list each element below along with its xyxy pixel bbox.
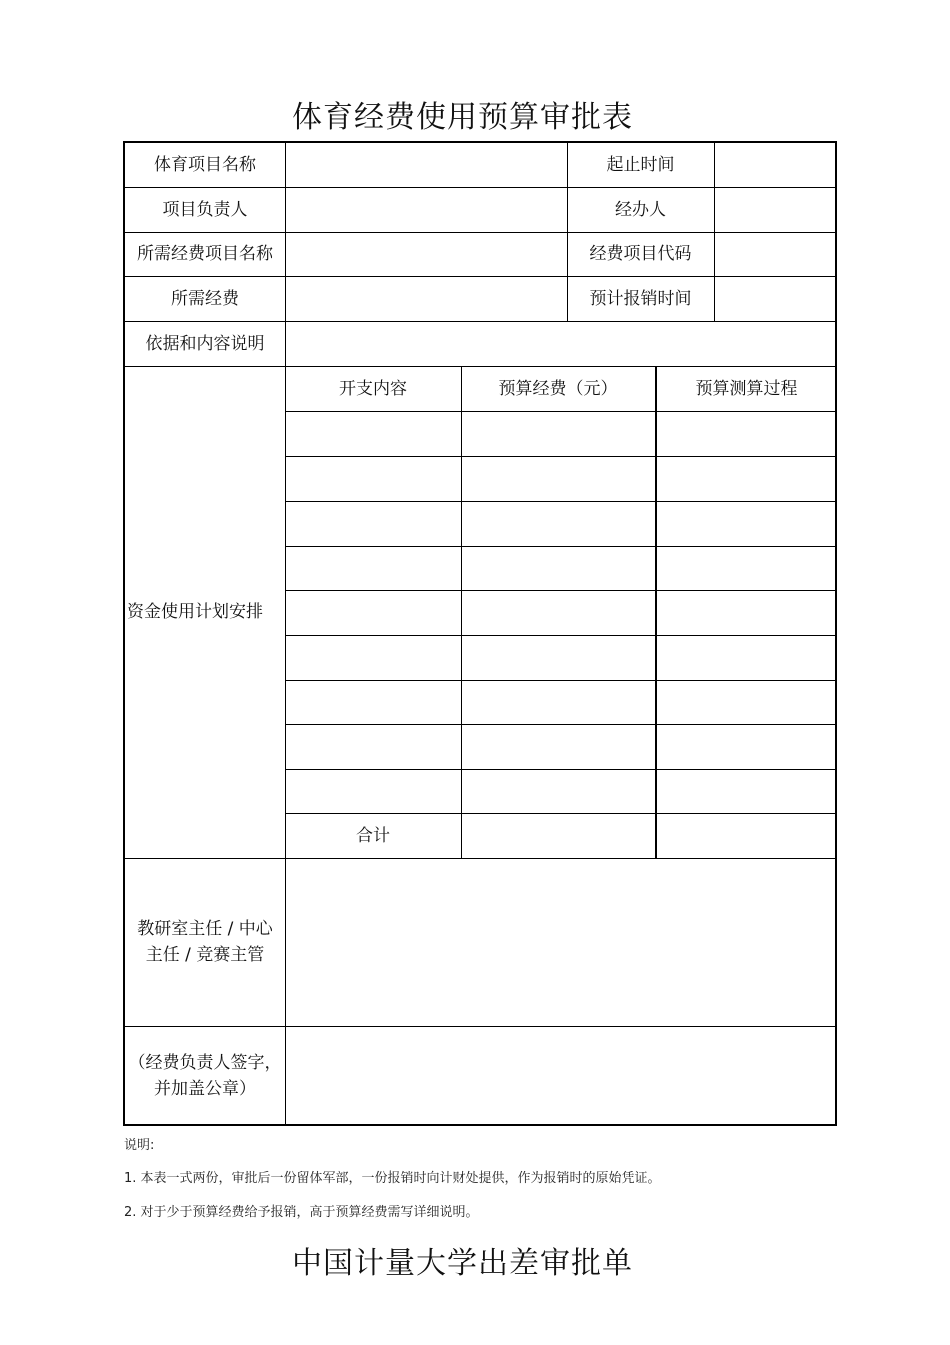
- budget-cell[interactable]: [462, 725, 654, 768]
- calculation-cell[interactable]: [657, 502, 836, 545]
- expense-cell[interactable]: [286, 681, 460, 723]
- handler-field[interactable]: [715, 188, 836, 231]
- required-funds-label: 所需经费: [171, 288, 239, 309]
- note-item-1: 1. 本表一式两份，审批后一份留体军部，一份报销时向计财处提供，作为报销时的原始凭证。: [124, 1171, 661, 1186]
- col-header-budget: 预算经费（元）: [498, 378, 618, 399]
- basis-label: 依据和内容说明: [145, 333, 265, 354]
- reimburse-time-field[interactable]: [715, 277, 836, 320]
- budget-cell[interactable]: [462, 770, 654, 812]
- expense-cell[interactable]: [286, 502, 460, 545]
- period-field[interactable]: [715, 144, 836, 186]
- budget-cell[interactable]: [462, 457, 654, 500]
- total-calculation-field[interactable]: [657, 814, 836, 857]
- expense-cell[interactable]: [286, 457, 460, 500]
- handler-label: 经办人: [615, 199, 666, 220]
- col-header-expense: 开支内容: [339, 378, 407, 399]
- calculation-cell[interactable]: [657, 770, 836, 812]
- expense-cell[interactable]: [286, 636, 460, 679]
- reimburse-time-label: 预计报销时间: [589, 288, 692, 309]
- fund-plan-label: 资金使用计划安排: [127, 602, 263, 622]
- project-name-field[interactable]: [286, 144, 566, 186]
- signature-label: （经费负责人签字，并加盖公章）: [128, 1053, 282, 1099]
- calculation-cell[interactable]: [657, 412, 836, 455]
- budget-cell[interactable]: [462, 547, 654, 589]
- period-label: 起止时间: [606, 155, 675, 175]
- expense-cell[interactable]: [286, 725, 460, 768]
- project-name-label: 体育项目名称: [154, 155, 256, 175]
- budget-cell[interactable]: [462, 591, 654, 634]
- calculation-cell[interactable]: [657, 681, 836, 723]
- budget-cell[interactable]: [462, 502, 654, 545]
- expense-cell[interactable]: [286, 412, 460, 455]
- second-form-title: 中国计量大学出差审批单: [292, 1246, 633, 1281]
- expense-cell[interactable]: [286, 547, 460, 589]
- basis-field[interactable]: [286, 322, 836, 365]
- form-title: 体育经费使用预算审批表: [292, 100, 633, 135]
- calculation-cell[interactable]: [657, 591, 836, 634]
- project-lead-label: 项目负责人: [162, 199, 248, 220]
- budget-cell[interactable]: [462, 412, 654, 455]
- fund-item-code-field[interactable]: [715, 233, 836, 275]
- approver-field[interactable]: [286, 859, 836, 1025]
- note-item-2: 2. 对于少于预算经费给予报销，高于预算经费需写详细说明。: [124, 1205, 479, 1220]
- calculation-cell[interactable]: [657, 457, 836, 500]
- calculation-cell[interactable]: [657, 636, 836, 679]
- fund-item-code-label: 经费项目代码: [589, 244, 692, 264]
- fund-item-name-label: 所需经费项目名称: [137, 244, 273, 264]
- fund-item-name-field[interactable]: [286, 233, 566, 275]
- signature-field[interactable]: [286, 1027, 836, 1125]
- calculation-cell[interactable]: [657, 725, 836, 768]
- total-label: 合计: [356, 825, 390, 846]
- budget-cell[interactable]: [462, 636, 654, 679]
- budget-approval-form: [123, 141, 837, 1126]
- project-lead-field[interactable]: [286, 188, 566, 231]
- expense-cell[interactable]: [286, 770, 460, 812]
- required-funds-field[interactable]: [286, 277, 566, 320]
- total-budget-field[interactable]: [462, 814, 654, 857]
- calculation-cell[interactable]: [657, 547, 836, 589]
- approver-label: 教研室主任 / 中心主任 / 竞赛主管: [137, 919, 273, 965]
- notes-heading: 说明:: [124, 1138, 155, 1153]
- col-header-calculation: 预算测算过程: [695, 378, 798, 399]
- expense-cell[interactable]: [286, 591, 460, 634]
- budget-cell[interactable]: [462, 681, 654, 723]
